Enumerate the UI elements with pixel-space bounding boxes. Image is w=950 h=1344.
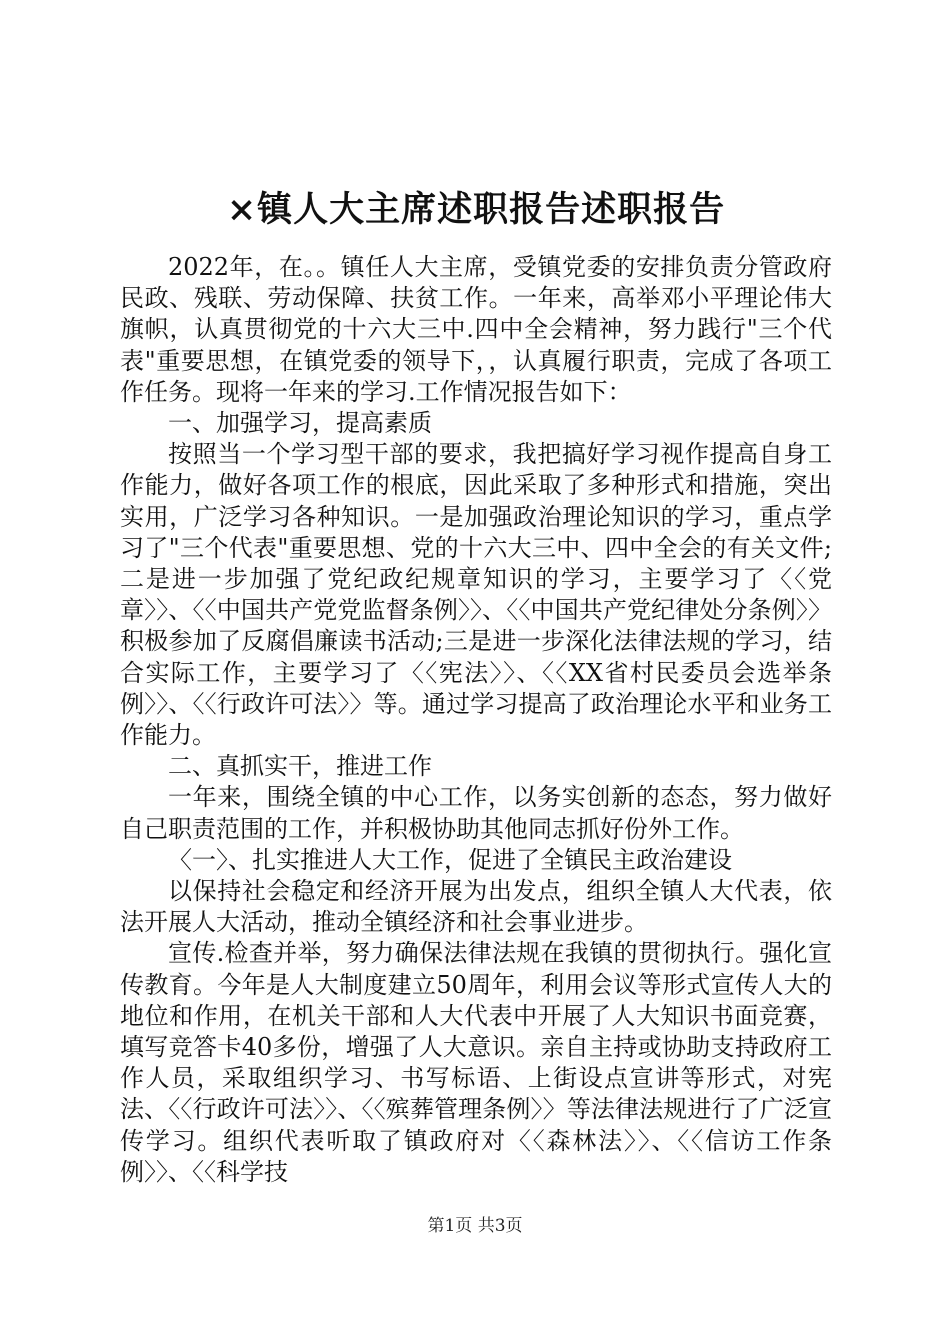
publicity-paragraph: 宣传.检查并举，努力确保法律法规在我镇的贯彻执行。强化宣传教育。今年是人大制度建立50周年，利用会议等形式宣传人大的地位和作用，在机关干部和人大代表中开展了人大知识书面竞赛，填写竞答卡40多份，增强了人大意识。亲自主持或协助支持政府工作人员，采取组织学习、书写标语、上街设点宣讲等形式，对宪法、〈〈行政许可法〉〉、〈〈殡葬管理条例〉〉等法律法规进行了广泛宣传学习。组织代表听取了镇政府对〈〈森林法〉〉、〈〈信访工作条例〉〉、〈〈科学技 <box>120 939 832 1186</box>
page-footer: 第1页 共3页 <box>427 1216 523 1236</box>
study-paragraph: 按照当一个学习型干部的要求，我把搞好学习视作提高自身工作能力，做好各项工作的根底，因此采取了多种形式和措施，突出实用，广泛学习各种知识。一是加强政治理论知识的学习，重点学习了"三个代表"重要思想、党的十六大三中、四中全会的有关文件;二是进一步加强了党纪政纪规章知识的学习，主要学习了〈〈党章〉〉、〈〈中国共产党党监督条例〉〉、〈〈中国共产党纪律处分条例〉〉积极参加了反腐倡廉读书活动;三是进一步深化法律法规的学习，结合实际工作，主要学习了〈〈宪法〉〉、〈〈XX省村民委员会选举条例〉〉、〈〈行政许可法〉〉等。通过学习提高了政治理论水平和业务工作能力。 <box>120 440 832 750</box>
section-heading-work: 二、真抓实干，推进工作 <box>168 752 432 781</box>
document-page <box>120 180 832 1188</box>
npc-paragraph: 以保持社会稳定和经济开展为出发点，组织全镇人大代表，依法开展人大活动，推动全镇经济和社会事业进步。 <box>120 877 832 937</box>
intro-paragraph: 2022年，在。。镇任人大主席，受镇党委的安排负责分管政府民政、残联、劳动保障、扶贫工作。一年来，高举邓小平理论伟大旗帜，认真贯彻党的十六大三中.四中全会精神，努力践行"三个代表"重要思想，在镇党委的领导下，，认真履行职责，完成了各项工作任务。现将一年来的学习.工作情况报告如下： <box>120 253 832 406</box>
document-title: ×镇人大主席述职报告述职报告 <box>226 189 726 230</box>
work-paragraph: 一年来，围绕全镇的中心工作，以务实创新的态态，努力做好自己职责范围的工作，并积极协助其他同志抓好份外工作。 <box>120 783 832 843</box>
section-heading-study: 一、加强学习，提高素质 <box>168 409 432 438</box>
subsection-heading-npc: 〈一〉、扎实推进人大工作，促进了全镇民主政治建设 <box>168 845 732 874</box>
